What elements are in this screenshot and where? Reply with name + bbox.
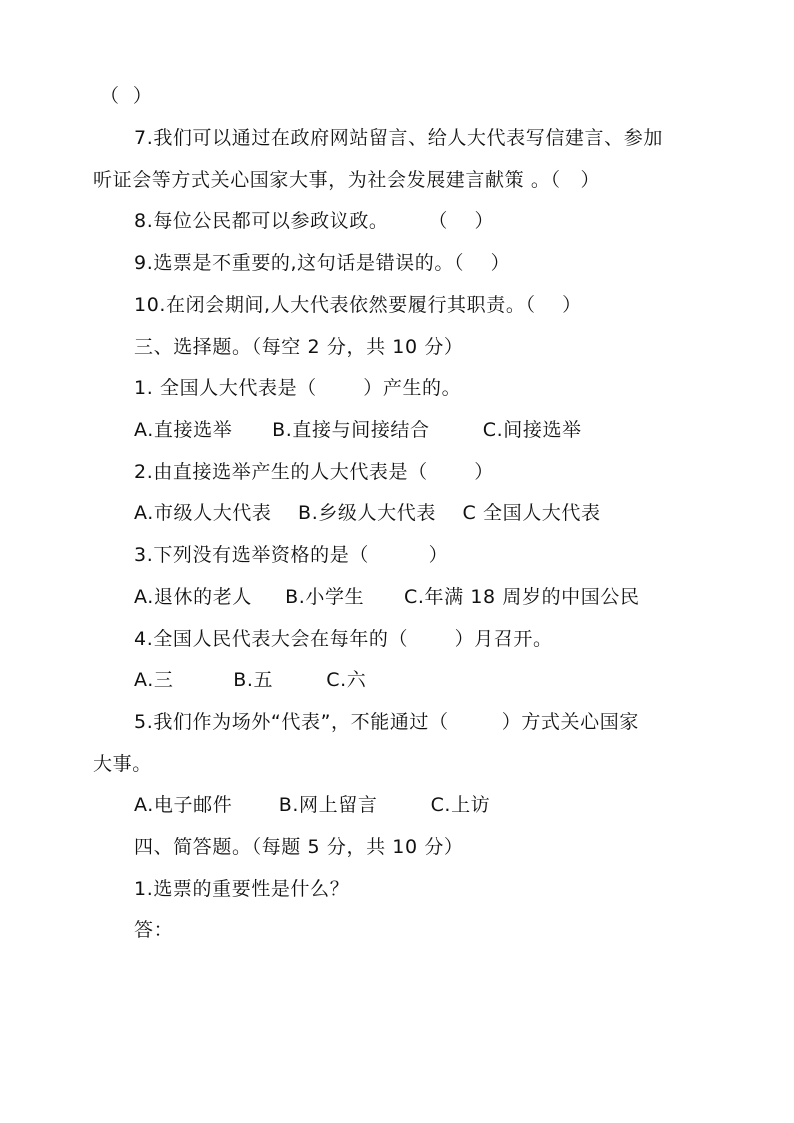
choice-question-4: 4.全国人民代表大会在每年的（ ）月召开。 xyxy=(134,628,553,650)
choice-question-2: 2.由直接选举产生的人大代表是（ ） xyxy=(134,461,494,483)
choice-question-3-options: A.退休的老人 B.小学生 C.年满 18 周岁的中国公民 xyxy=(134,586,640,608)
choice-question-5-line-2: 大事。 xyxy=(93,753,152,775)
choice-question-5-line-1: 5.我们作为场外“代表”，不能通过（ ）方式关心国家 xyxy=(134,711,639,733)
answer-blank-6: （ ） xyxy=(100,85,153,107)
answer-label: 答： xyxy=(134,919,174,941)
section-4-heading: 四、简答题。（每题 5 分，共 10 分） xyxy=(134,836,464,858)
choice-question-3: 3.下列没有选举资格的是（ ） xyxy=(134,544,449,566)
section-3-heading: 三、选择题。（每空 2 分，共 10 分） xyxy=(134,336,464,358)
choice-question-2-options: A.市级人大代表 B.乡级人大代表 C 全国人大代表 xyxy=(134,502,601,524)
choice-question-5-options: A.电子邮件 B.网上留言 C.上访 xyxy=(134,794,491,816)
question-10: 10.在闭会期间,人大代表依然要履行其职责。（ ） xyxy=(134,294,582,316)
choice-question-1-options: A.直接选举 B.直接与间接结合 C.间接选举 xyxy=(134,419,582,441)
question-7-line-2: 听证会等方式关心国家大事，为社会发展建言献策 。（ ） xyxy=(93,169,601,191)
question-8: 8.每位公民都可以参政议政。 （ ） xyxy=(134,210,495,232)
question-9: 9.选票是不重要的,这句话是错误的。（ ） xyxy=(134,252,511,274)
choice-question-4-options: A.三 B.五 C.六 xyxy=(134,669,367,691)
question-7-line-1: 7.我们可以通过在政府网站留言、给人大代表写信建言、参加 xyxy=(134,127,663,149)
short-answer-question-1: 1.选票的重要性是什么？ xyxy=(134,878,350,900)
choice-question-1: 1. 全国人大代表是（ ）产生的。 xyxy=(134,377,462,399)
